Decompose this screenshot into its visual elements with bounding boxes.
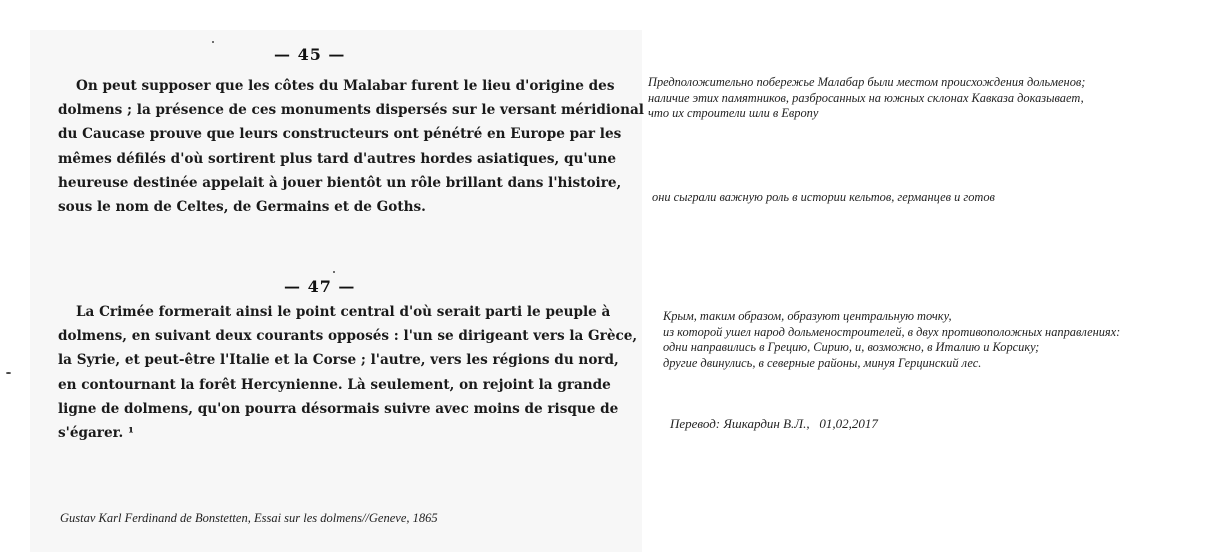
russian-line: другие двинулись, в северные районы, минуя Герцинский лес.: [663, 355, 982, 370]
french-line: heureuse destinée appelait à jouer bientôt un rôle brillant dans l'histoire,: [58, 174, 622, 191]
french-line: la Syrie, et peut-être l'Italie et la Corse ; l'autre, vers les régions du nord,: [58, 352, 619, 369]
french-line: ligne de dolmens, qu'on pourra désormais suivre avec moins de risque de: [58, 400, 619, 417]
russian-line: из которой ушел народ дольменостроителей, в двух противоположных направлениях:: [663, 324, 1121, 339]
french-line: dolmens, en suivant deux courants opposés : l'un se dirigeant vers la Grèce,: [58, 328, 638, 345]
scan-speck: [333, 271, 335, 273]
french-line: en contournant la forêt Hercynienne. Là seulement, on rejoint la grande: [58, 376, 611, 393]
russian-line: одни направились в Грецию, Сирию, и, возможно, в Италию и Корсику;: [663, 340, 1040, 355]
french-line: sous le nom de Celtes, de Germains et de Goths.: [58, 199, 426, 216]
french-line: du Caucase prouve que leurs constructeurs ont pénétré en Europe par les: [58, 126, 622, 143]
russian-line: Предположительно побережье Малабар были местом происхождения дольменов;: [648, 75, 1086, 89]
russian-translation-1: [648, 75, 1085, 122]
scan-speck: [6, 372, 11, 374]
french-paragraph-2: [58, 300, 638, 445]
french-line: mêmes défilés d'où sortirent plus tard d'autres hordes asiatiques, qu'une: [58, 150, 616, 167]
russian-line: что их строители шли в Европу: [648, 106, 819, 121]
russian-line: Крым, таким образом, образуют центральную точку,: [663, 309, 952, 323]
french-paragraph-1: [58, 74, 644, 219]
french-line: On peut supposer que les côtes du Malabar furent le lieu d'origine des: [76, 78, 615, 94]
page-number-47: — 47 —: [284, 277, 356, 296]
translator-credit: Перевод: Яшкардин В.Л., 01,02,2017: [670, 416, 878, 431]
russian-translation-1-continued: они сыграли важную роль в истории кельтов, германцев и готов: [652, 190, 995, 204]
french-line: s'égarer. ¹: [58, 425, 134, 442]
source-citation: Gustav Karl Ferdinand de Bonstetten, Essai sur les dolmens//Geneve, 1865: [60, 511, 438, 525]
page-number-45: — 45 —: [274, 45, 346, 64]
russian-translation-2: [663, 309, 1120, 371]
russian-line: наличие этих памятников, разбросанных на южных склонах Кавказа доказывает,: [648, 90, 1084, 105]
french-line: dolmens ; la présence de ces monuments dispersés sur le versant méridional: [58, 102, 644, 119]
french-line: La Crimée formerait ainsi le point central d'où serait parti le peuple à: [76, 304, 611, 320]
scan-speck: [212, 41, 214, 43]
